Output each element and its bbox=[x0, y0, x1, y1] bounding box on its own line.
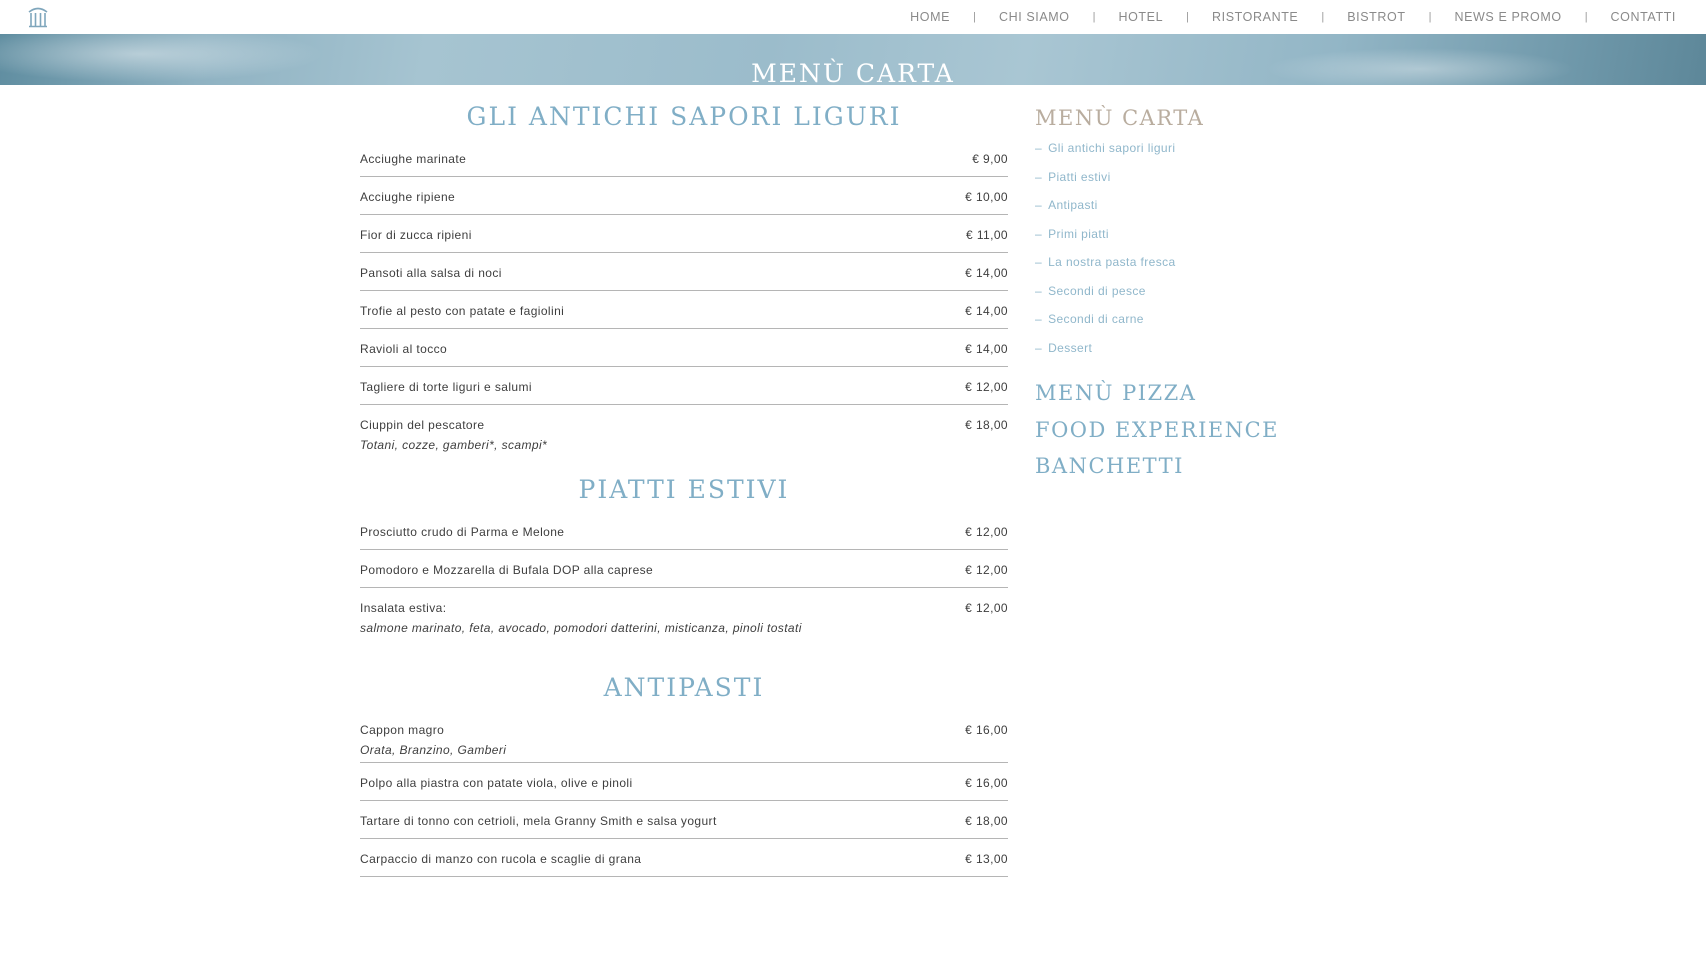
dash-marker: – bbox=[1035, 312, 1043, 326]
sidebar-link-dessert[interactable] bbox=[1035, 341, 1295, 370]
nav-link-news-e-promo[interactable]: NEWS E PROMO bbox=[1454, 10, 1562, 24]
dash-marker: – bbox=[1035, 283, 1043, 298]
menu-item-name: Carpaccio di manzo con rucola e scaglie di grana bbox=[360, 852, 642, 866]
page-banner bbox=[0, 34, 1706, 88]
menu-item-price: € 14,00 bbox=[965, 266, 1008, 280]
sidebar-main-links bbox=[1035, 375, 1295, 485]
menu-item-price: € 12,00 bbox=[965, 563, 1008, 577]
sidebar-link-label: Gli antichi sapori liguri bbox=[1048, 141, 1176, 155]
sidebar-link-piatti-estivi[interactable] bbox=[1035, 170, 1295, 199]
sidebar-link-menù-pizza[interactable]: MENÙ PIZZA bbox=[1035, 381, 1197, 405]
sidebar bbox=[1035, 106, 1295, 485]
nav-separator: | bbox=[1428, 11, 1432, 23]
sidebar-link-banchetti[interactable]: BANCHETTI bbox=[1035, 454, 1184, 478]
sidebar-link-label: Secondi di pesce bbox=[1048, 283, 1146, 298]
menu-item-name: Fior di zucca ripieni bbox=[360, 228, 472, 242]
page-title: MENÙ CARTA bbox=[751, 58, 955, 88]
sidebar-link-secondi-di-pesce[interactable] bbox=[1035, 284, 1295, 313]
section-title: GLI ANTICHI SAPORI LIGURI bbox=[466, 102, 902, 131]
top-navigation-bar bbox=[0, 0, 1706, 34]
menu-item bbox=[360, 177, 1008, 215]
dash-marker: – bbox=[1035, 340, 1043, 355]
menu-item bbox=[360, 329, 1008, 367]
menu-item bbox=[360, 550, 1008, 588]
nav-link-chi-siamo[interactable]: CHI SIAMO bbox=[998, 10, 1070, 24]
section-title: PIATTI ESTIVI bbox=[578, 475, 790, 504]
nav-link-ristorante[interactable]: RISTORANTE bbox=[1212, 10, 1299, 24]
nav-separator: | bbox=[1092, 11, 1096, 23]
sidebar-link-label: La nostra pasta fresca bbox=[1048, 255, 1176, 269]
nav-separator: | bbox=[1186, 11, 1190, 23]
sidebar-link-label: Secondi di carne bbox=[1048, 312, 1144, 326]
dash-marker: – bbox=[1035, 141, 1043, 155]
menu-item bbox=[360, 763, 1008, 801]
sidebar-link-label: Primi piatti bbox=[1048, 226, 1109, 241]
menu-item bbox=[360, 215, 1008, 253]
menu-item-name: Polpo alla piastra con patate viola, olive e pinoli bbox=[360, 776, 633, 790]
dash-marker: – bbox=[1035, 169, 1043, 184]
menu-item bbox=[360, 588, 1008, 640]
menu-item-price: € 12,00 bbox=[965, 601, 1008, 615]
menu-item-name: Insalata estiva: bbox=[360, 601, 447, 615]
menu-item-name: Acciughe ripiene bbox=[360, 190, 456, 204]
sidebar-link-secondi-di-carne[interactable] bbox=[1035, 312, 1295, 341]
menu-item-price: € 16,00 bbox=[965, 723, 1008, 737]
menu-item-name: Tartare di tonno con cetrioli, mela Granny Smith e salsa yogurt bbox=[360, 814, 717, 828]
nav-separator: | bbox=[973, 11, 976, 23]
nav-separator: | bbox=[1584, 11, 1588, 23]
menu-item-name: Trofie al pesto con patate e fagiolini bbox=[360, 304, 565, 318]
dash-marker: – bbox=[1035, 255, 1043, 269]
main-nav bbox=[910, 0, 1676, 34]
sidebar-title: MENÙ CARTA bbox=[1035, 106, 1205, 130]
menu-item bbox=[360, 801, 1008, 839]
sidebar-link-primi-piatti[interactable] bbox=[1035, 227, 1295, 256]
sidebar-menu bbox=[1035, 141, 1295, 369]
menu-item-description: Totani, cozze, gamberi*, scampi* bbox=[360, 438, 548, 452]
menu-section bbox=[360, 468, 1008, 640]
menu-item-description: Orata, Branzino, Gamberi bbox=[360, 743, 507, 757]
dash-marker: – bbox=[1035, 226, 1043, 241]
menu-item-name: Pomodoro e Mozzarella di Bufala DOP alla caprese bbox=[360, 563, 654, 577]
menu-item-price: € 13,00 bbox=[965, 852, 1008, 866]
menu-item bbox=[360, 512, 1008, 550]
menu-item-price: € 18,00 bbox=[965, 814, 1008, 828]
menu-item-name: Ciuppin del pescatore bbox=[360, 418, 485, 432]
menu-item bbox=[360, 710, 1008, 763]
menu-item-price: € 14,00 bbox=[965, 304, 1008, 318]
menu-item-price: € 18,00 bbox=[965, 418, 1008, 432]
menu-item bbox=[360, 367, 1008, 405]
menu-item-price: € 12,00 bbox=[965, 380, 1008, 394]
menu-item bbox=[360, 291, 1008, 329]
sidebar-link-label: Dessert bbox=[1048, 340, 1093, 355]
menu-item-name: Cappon magro bbox=[360, 723, 445, 737]
menu-item-price: € 12,00 bbox=[965, 525, 1008, 539]
hotel-logo-icon[interactable] bbox=[26, 4, 50, 28]
menu-item-name: Acciughe marinate bbox=[360, 152, 467, 166]
menu-item-list bbox=[360, 139, 1008, 456]
menu-item-name: Tagliere di torte liguri e salumi bbox=[360, 380, 532, 394]
menu-section bbox=[360, 666, 1008, 877]
menu-item-description: salmone marinato, feta, avocado, pomodori datterini, misticanza, pinoli tostati bbox=[360, 621, 802, 635]
sidebar-link-food-experience[interactable]: FOOD EXPERIENCE bbox=[1035, 417, 1279, 442]
menu-item bbox=[360, 253, 1008, 291]
nav-link-contatti[interactable]: CONTATTI bbox=[1610, 10, 1676, 24]
menu-item bbox=[360, 839, 1008, 877]
menu-item-name: Prosciutto crudo di Parma e Melone bbox=[360, 525, 565, 539]
menu-item bbox=[360, 405, 1008, 456]
nav-separator: | bbox=[1321, 11, 1325, 23]
menu-item-price: € 9,00 bbox=[972, 152, 1008, 166]
nav-link-hotel[interactable]: HOTEL bbox=[1118, 10, 1164, 24]
menu-item-price: € 11,00 bbox=[966, 228, 1008, 242]
sidebar-link-la-nostra-pasta-fresca[interactable] bbox=[1035, 255, 1295, 284]
menu-item-name: Pansoti alla salsa di noci bbox=[360, 266, 502, 280]
menu-item-list bbox=[360, 512, 1008, 640]
sidebar-link-gli-antichi-sapori-liguri[interactable] bbox=[1035, 141, 1295, 170]
menu-section bbox=[360, 95, 1008, 456]
nav-link-home[interactable]: HOME bbox=[910, 10, 951, 24]
dash-marker: – bbox=[1035, 198, 1043, 212]
menu-item-price: € 14,00 bbox=[965, 342, 1008, 356]
sidebar-link-label: Piatti estivi bbox=[1048, 169, 1111, 184]
nav-link-bistrot[interactable]: BISTROT bbox=[1347, 10, 1406, 24]
sidebar-link-antipasti[interactable] bbox=[1035, 198, 1295, 227]
menu-item-list bbox=[360, 710, 1008, 877]
menu-item-price: € 10,00 bbox=[965, 190, 1008, 204]
section-title: ANTIPASTI bbox=[603, 673, 765, 702]
menu-item-price: € 16,00 bbox=[965, 776, 1008, 790]
menu-item bbox=[360, 139, 1008, 177]
sidebar-link-label: Antipasti bbox=[1048, 198, 1098, 212]
menu-item-name: Ravioli al tocco bbox=[360, 342, 448, 356]
